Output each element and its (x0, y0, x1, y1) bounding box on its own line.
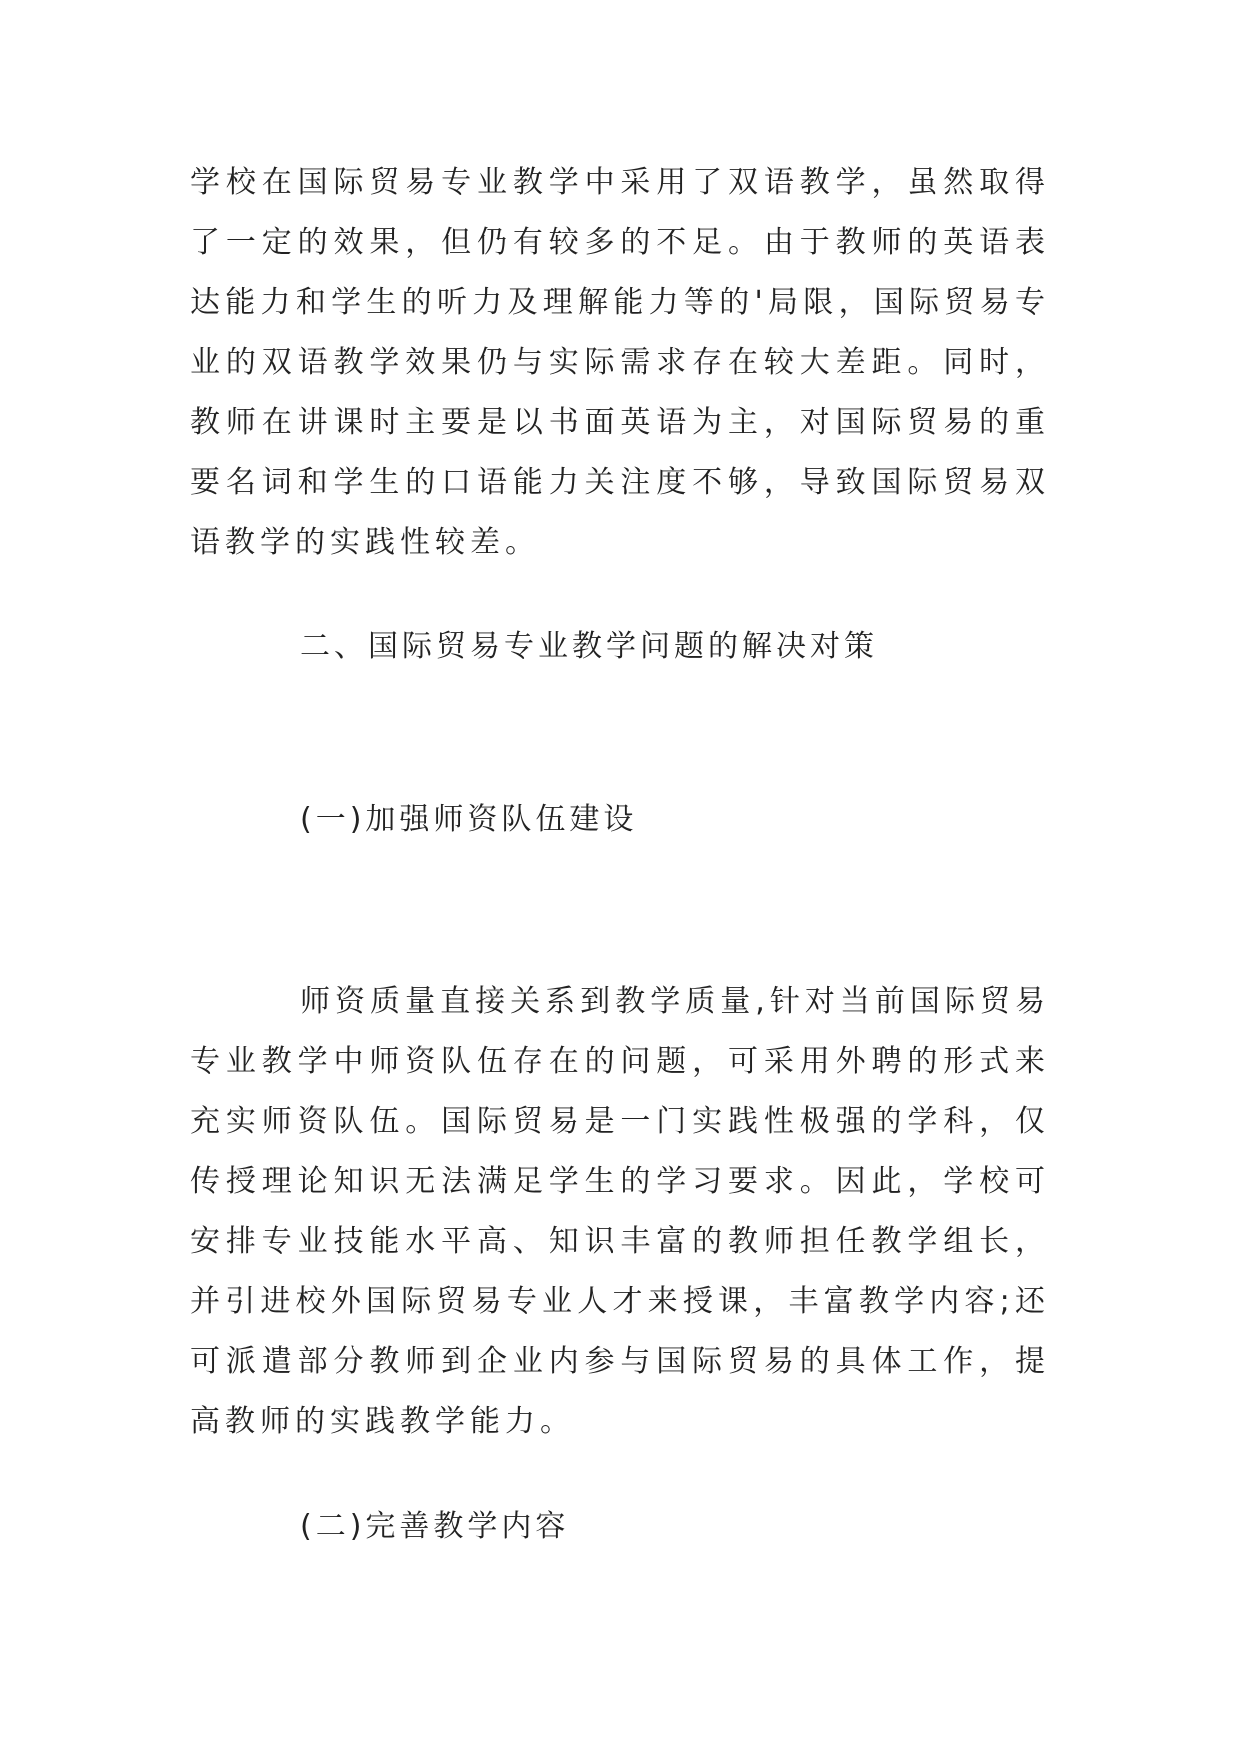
section-heading-solutions: 二、国际贸易专业教学问题的解决对策 (300, 629, 878, 664)
body-paragraph-bilingual-teaching: 学校在国际贸易专业教学中采用了双语教学，虽然取得了一定的效果，但仍有较多的不足。由于教师的英语表达能力和学生的听力及理解能力等的'局限，国际贸易专业的双语教学效果仍与实际需求存在较大差距。同时，教师在讲课时主要是以书面英语为主，对国际贸易的重要名词和学生的口语能力关注度不够，导致国际贸易双语教学的实践性较差。 (190, 165, 1050, 560)
body-paragraph-teacher-quality: 师资质量直接关系到教学质量,针对当前国际贸易专业教学中师资队伍存在的问题，可采用外聘的形式来充实师资队伍。国际贸易是一门实践性极强的学科，仅传授理论知识无法满足学生的学习要求。因此，学校可安排专业技能水平高、知识丰富的教师担任教学组长，并引进校外国际贸易专业人才来授课，丰富教学内容;还可派遣部分教师到企业内参与国际贸易的具体工作，提高教师的实践教学能力。 (190, 984, 1050, 1439)
subheading-teacher-team: (一)加强师资队伍建设 (300, 802, 638, 837)
subheading-teaching-content: (二)完善教学内容 (300, 1509, 570, 1544)
